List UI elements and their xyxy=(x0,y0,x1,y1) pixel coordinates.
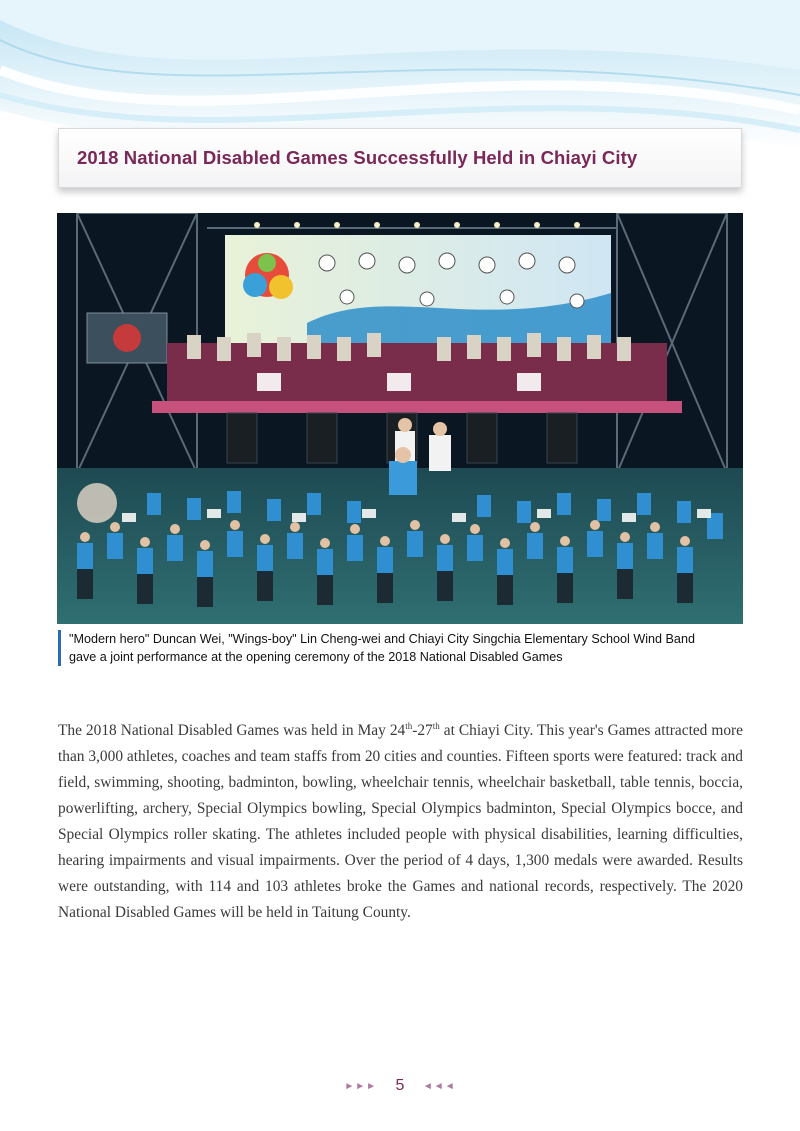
ceremony-photo xyxy=(57,213,743,624)
body-text-part-1: The 2018 National Disabled Games was held in May 24 xyxy=(58,722,406,739)
photo-caption xyxy=(58,630,748,666)
body-text-part-3: at Chiayi City. This year's Games attracted more than 3,000 athletes, coaches and team staffs from 20 cities and counties. Fifteen sports were featured: track and field, swimming, shooting, badminton, bowling, wheelchair tennis, wheelchair basketball, table tennis, boccia, powerlifting, archery, Special Olympics bowling, Special Olympics badminton, Special Olympics bocce, and Special Olympics roller skating. The athletes included people with physical disabilities, learning difficulties, hearing impairments and visual impairments. Over the period of 4 days, 1,300 medals were awarded. Results were outstanding, with 114 and 103 athletes broke the Games and national records, respectively. The 2020 National Disabled Games will be held in Taitung County. xyxy=(58,722,743,921)
caption-line-1: "Modern hero" Duncan Wei, "Wings-boy" Lin Cheng-wei and Chiayi City Singchia Elementary School Wind Band xyxy=(69,632,695,646)
body-text-part-2: -27 xyxy=(412,722,433,739)
flower-decoration xyxy=(152,401,682,413)
page-title: 2018 National Disabled Games Successfully Held in Chiayi City xyxy=(77,147,638,168)
caption-line-2: gave a joint performance at the opening ceremony of the 2018 National Disabled Games xyxy=(69,650,563,664)
page-footer xyxy=(0,1077,800,1099)
right-arrows-icon: ◄◄◄ xyxy=(422,1080,456,1092)
superscript-th-1: th xyxy=(405,720,413,731)
page-number: 5 xyxy=(395,1077,405,1094)
superscript-th-2: th xyxy=(432,720,440,731)
ceremony-photo-illustration xyxy=(57,213,743,624)
body-paragraph xyxy=(58,718,743,926)
title-box xyxy=(58,128,742,188)
left-arrows-icon: ►►► xyxy=(344,1080,378,1092)
